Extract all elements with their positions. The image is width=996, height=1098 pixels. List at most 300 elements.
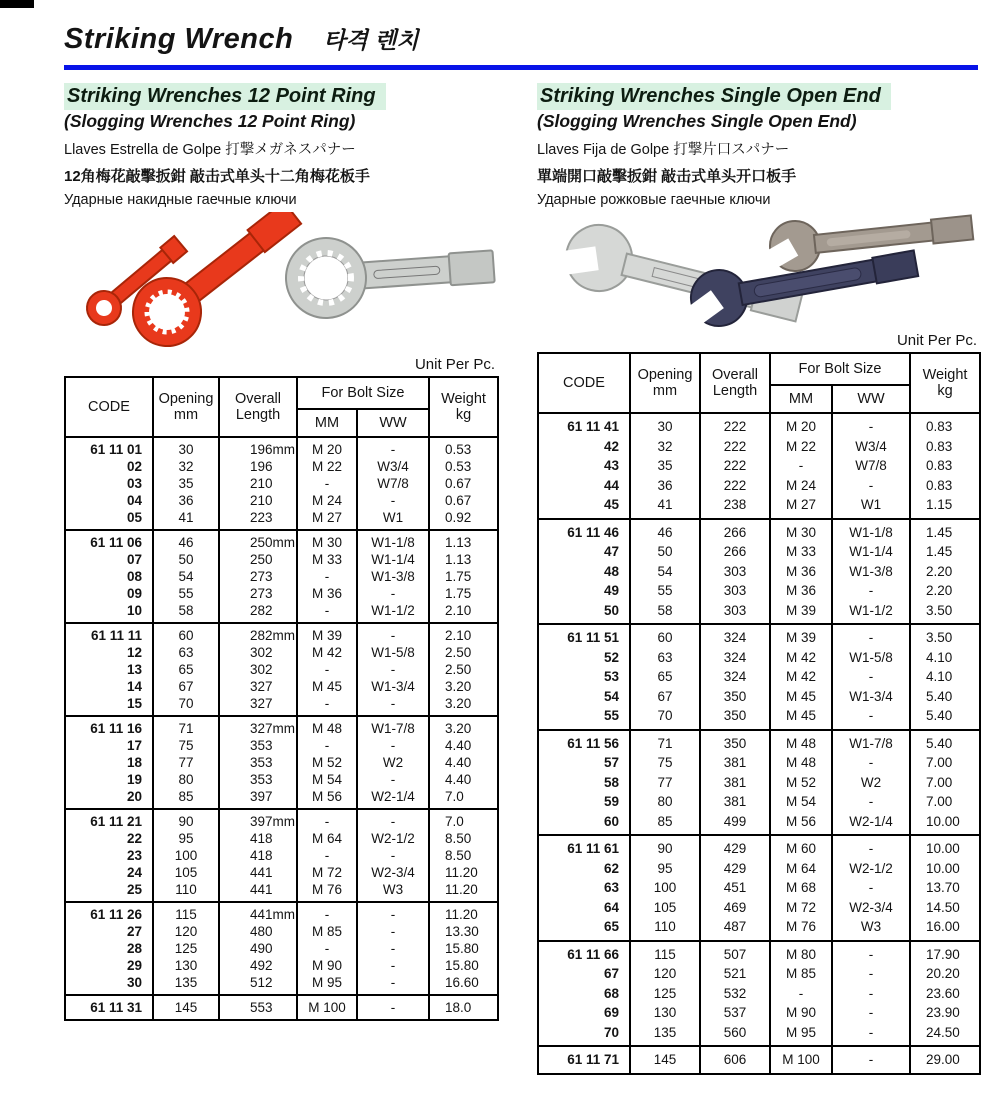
- cell-code: 61 11 41: [538, 413, 630, 437]
- cell-code: 09: [65, 585, 153, 602]
- cell-mm: M 54: [770, 792, 832, 812]
- cell-opening: 105: [153, 864, 219, 881]
- cell-ww: -: [832, 792, 910, 812]
- cell-code: 30: [65, 974, 153, 995]
- cell-ww: -: [832, 581, 910, 601]
- table-row: [65, 530, 498, 551]
- cell-ww: W1-7/8: [357, 716, 429, 737]
- col-header-mm: MM: [297, 409, 357, 437]
- cell-weight: 1.45: [910, 542, 980, 562]
- cell-mm: M 85: [770, 964, 832, 984]
- table-row: [65, 716, 498, 737]
- cell-opening: 36: [153, 492, 219, 509]
- cell-length: 469: [700, 898, 770, 918]
- table-group: [538, 835, 980, 941]
- cell-ww: -: [832, 835, 910, 859]
- cell-mm: M 45: [297, 678, 357, 695]
- cell-ww: W7/8: [832, 456, 910, 476]
- cell-length: 196: [219, 458, 297, 475]
- cell-weight: 14.50: [910, 898, 980, 918]
- cell-length: 273: [219, 585, 297, 602]
- cell-mm: M 42: [770, 667, 832, 687]
- cell-length: 353: [219, 754, 297, 771]
- cell-code: 17: [65, 737, 153, 754]
- cell-code: 61 11 21: [65, 809, 153, 830]
- lang-line-spanish-japanese: Llaves Estrella de Golpe 打撃メガネスパナー: [64, 142, 356, 158]
- table-row: [538, 542, 980, 562]
- table-group: [538, 413, 980, 519]
- table-group: [538, 1046, 980, 1074]
- cell-weight: 5.40: [910, 706, 980, 730]
- cell-mm: M 22: [297, 458, 357, 475]
- section-subheading: (Slogging Wrenches 12 Point Ring): [64, 111, 356, 131]
- cell-mm: -: [297, 475, 357, 492]
- cell-length: 487: [700, 917, 770, 941]
- cell-mm: M 24: [297, 492, 357, 509]
- cell-ww: -: [357, 809, 429, 830]
- cell-ww: -: [357, 771, 429, 788]
- table-row: [538, 917, 980, 941]
- table-row: [65, 902, 498, 923]
- table-row: [538, 730, 980, 754]
- cell-ww: W1-5/8: [357, 644, 429, 661]
- cell-code: 70: [538, 1023, 630, 1047]
- cell-mm: M 95: [770, 1023, 832, 1047]
- col-header-ww: WW: [832, 385, 910, 413]
- cell-mm: M 60: [770, 835, 832, 859]
- table-row: [65, 754, 498, 771]
- table-row: [65, 695, 498, 716]
- cell-ww: -: [832, 413, 910, 437]
- cell-weight: 5.40: [910, 730, 980, 754]
- table-row: [538, 898, 980, 918]
- cell-opening: 75: [153, 737, 219, 754]
- cell-length: 303: [700, 601, 770, 625]
- cell-length: 327mm: [219, 716, 297, 737]
- cell-weight: 2.10: [429, 623, 498, 644]
- cell-opening: 63: [153, 644, 219, 661]
- lang-line-chinese: 12角梅花敲擊扳鉗 敲击式单头十二角梅花板手: [64, 168, 370, 185]
- cell-code: 45: [538, 495, 630, 519]
- cell-length: 480: [219, 923, 297, 940]
- cell-ww: -: [832, 878, 910, 898]
- cell-opening: 63: [630, 648, 700, 668]
- page-header: [64, 22, 980, 56]
- cell-ww: W2: [832, 773, 910, 793]
- cell-mm: M 64: [770, 859, 832, 879]
- col-header-bolt-size: For Bolt Size: [770, 353, 910, 385]
- cell-code: 65: [538, 917, 630, 941]
- table-group: [538, 941, 980, 1047]
- cell-code: 50: [538, 601, 630, 625]
- section-single-open-end: [537, 83, 981, 1075]
- col-header-weight: Weight kg: [910, 353, 980, 413]
- cell-length: 353: [219, 737, 297, 754]
- cell-mm: M 56: [770, 812, 832, 836]
- table-row: [65, 458, 498, 475]
- cell-opening: 55: [153, 585, 219, 602]
- cell-ww: -: [357, 995, 429, 1020]
- cell-weight: 2.20: [910, 562, 980, 582]
- table-row: [538, 964, 980, 984]
- cell-code: 44: [538, 476, 630, 496]
- table-row: [65, 568, 498, 585]
- cell-code: 25: [65, 881, 153, 902]
- cell-mm: M 36: [770, 562, 832, 582]
- cell-code: 20: [65, 788, 153, 809]
- cell-length: 303: [700, 562, 770, 582]
- cell-code: 69: [538, 1003, 630, 1023]
- cell-weight: 1.45: [910, 519, 980, 543]
- cell-ww: -: [357, 437, 429, 458]
- cell-weight: 15.80: [429, 957, 498, 974]
- cell-ww: -: [357, 923, 429, 940]
- cell-mm: M 54: [297, 771, 357, 788]
- cell-opening: 75: [630, 753, 700, 773]
- cell-weight: 1.13: [429, 551, 498, 568]
- cell-weight: 3.50: [910, 624, 980, 648]
- cell-code: 61 11 51: [538, 624, 630, 648]
- cell-length: 441mm: [219, 902, 297, 923]
- cell-length: 324: [700, 667, 770, 687]
- table-row: [538, 519, 980, 543]
- cell-mm: -: [297, 602, 357, 623]
- cell-length: 250: [219, 551, 297, 568]
- cell-length: 490: [219, 940, 297, 957]
- cell-mm: M 33: [297, 551, 357, 568]
- table-12-point-ring: [64, 376, 499, 1021]
- cell-weight: 1.75: [429, 568, 498, 585]
- cell-mm: M 24: [770, 476, 832, 496]
- cell-ww: W1: [357, 509, 429, 530]
- cell-ww: W1-1/4: [357, 551, 429, 568]
- cell-mm: M 56: [297, 788, 357, 809]
- cell-weight: 13.30: [429, 923, 498, 940]
- table-row: [65, 437, 498, 458]
- table-group: [65, 623, 498, 716]
- cell-weight: 0.83: [910, 413, 980, 437]
- header-rule: [64, 65, 978, 70]
- cell-weight: 3.20: [429, 678, 498, 695]
- cell-mm: M 48: [770, 730, 832, 754]
- cell-opening: 67: [153, 678, 219, 695]
- cell-weight: 3.50: [910, 601, 980, 625]
- cell-ww: W2-1/2: [357, 830, 429, 847]
- cell-length: 381: [700, 753, 770, 773]
- cell-opening: 35: [153, 475, 219, 492]
- cell-weight: 1.75: [429, 585, 498, 602]
- cell-mm: M 30: [770, 519, 832, 543]
- table-row: [65, 644, 498, 661]
- cell-code: 48: [538, 562, 630, 582]
- cell-code: 52: [538, 648, 630, 668]
- table-row: [538, 437, 980, 457]
- cell-ww: W2-1/4: [832, 812, 910, 836]
- table-row: [65, 864, 498, 881]
- cell-length: 381: [700, 773, 770, 793]
- cell-opening: 41: [630, 495, 700, 519]
- cell-code: 67: [538, 964, 630, 984]
- cell-length: 532: [700, 984, 770, 1004]
- cell-length: 250mm: [219, 530, 297, 551]
- cell-opening: 100: [153, 847, 219, 864]
- cell-weight: 4.40: [429, 771, 498, 788]
- cell-code: 24: [65, 864, 153, 881]
- cell-opening: 58: [153, 602, 219, 623]
- cell-code: 55: [538, 706, 630, 730]
- cell-weight: 0.67: [429, 492, 498, 509]
- cell-code: 58: [538, 773, 630, 793]
- cell-code: 61 11 61: [538, 835, 630, 859]
- cell-length: 302: [219, 661, 297, 678]
- cell-ww: -: [832, 941, 910, 965]
- table-row: [538, 835, 980, 859]
- cell-weight: 7.00: [910, 773, 980, 793]
- cell-mm: M 48: [770, 753, 832, 773]
- table-row: [65, 847, 498, 864]
- cell-ww: W2-3/4: [832, 898, 910, 918]
- cell-mm: M 95: [297, 974, 357, 995]
- cell-weight: 1.13: [429, 530, 498, 551]
- cell-code: 03: [65, 475, 153, 492]
- unit-per-pc-label: Unit Per Pc.: [896, 332, 977, 349]
- cell-opening: 110: [153, 881, 219, 902]
- cell-length: 238: [700, 495, 770, 519]
- cell-mm: M 39: [770, 601, 832, 625]
- cell-length: 350: [700, 706, 770, 730]
- cell-length: 451: [700, 878, 770, 898]
- cell-weight: 29.00: [910, 1046, 980, 1074]
- cell-ww: W1-1/8: [357, 530, 429, 551]
- cell-length: 266: [700, 542, 770, 562]
- unit-per-pc-label: Unit Per Pc.: [414, 356, 495, 373]
- table-row: [65, 602, 498, 623]
- table-row: [65, 678, 498, 695]
- cell-weight: 15.80: [429, 940, 498, 957]
- table-row: [538, 601, 980, 625]
- cell-code: 61 11 66: [538, 941, 630, 965]
- lang-line-russian: Ударные накидные гаечные ключи: [64, 192, 297, 208]
- cell-code: 28: [65, 940, 153, 957]
- table-group: [65, 995, 498, 1020]
- cell-length: 324: [700, 648, 770, 668]
- ring-wrenches-illustration: [64, 212, 499, 354]
- cell-opening: 60: [153, 623, 219, 644]
- cell-weight: 0.92: [429, 509, 498, 530]
- table-row: [538, 941, 980, 965]
- cell-opening: 35: [630, 456, 700, 476]
- cell-code: 63: [538, 878, 630, 898]
- table-row: [538, 413, 980, 437]
- cell-opening: 71: [630, 730, 700, 754]
- table-row: [538, 753, 980, 773]
- cell-code: 61 11 26: [65, 902, 153, 923]
- cell-opening: 130: [630, 1003, 700, 1023]
- cell-mm: M 68: [770, 878, 832, 898]
- cell-mm: M 20: [297, 437, 357, 458]
- table-group: [538, 624, 980, 730]
- cell-ww: -: [832, 1023, 910, 1047]
- cell-weight: 10.00: [910, 859, 980, 879]
- table-row: [538, 687, 980, 707]
- cell-ww: -: [832, 1003, 910, 1023]
- cell-code: 60: [538, 812, 630, 836]
- cell-code: 61 11 16: [65, 716, 153, 737]
- cell-code: 43: [538, 456, 630, 476]
- cell-ww: -: [357, 623, 429, 644]
- cell-opening: 30: [153, 437, 219, 458]
- cell-code: 54: [538, 687, 630, 707]
- cell-opening: 95: [153, 830, 219, 847]
- cell-length: 521: [700, 964, 770, 984]
- cell-ww: W2: [357, 754, 429, 771]
- cell-opening: 110: [630, 917, 700, 941]
- cell-weight: 4.40: [429, 754, 498, 771]
- cell-code: 61 11 56: [538, 730, 630, 754]
- cell-ww: W3/4: [357, 458, 429, 475]
- cell-length: 302: [219, 644, 297, 661]
- cell-ww: -: [357, 902, 429, 923]
- cell-length: 282mm: [219, 623, 297, 644]
- cell-length: 553: [219, 995, 297, 1020]
- table-row: [538, 773, 980, 793]
- open-end-wrenches-illustration: [537, 212, 981, 330]
- cell-mm: M 36: [770, 581, 832, 601]
- cell-code: 22: [65, 830, 153, 847]
- col-header-overall-length: Overall Length: [700, 353, 770, 413]
- cell-code: 61 11 01: [65, 437, 153, 458]
- cell-ww: -: [832, 964, 910, 984]
- cell-ww: W2-3/4: [357, 864, 429, 881]
- table-row: [538, 667, 980, 687]
- cell-mm: -: [770, 984, 832, 1004]
- page-title-korean: 타격 렌치: [323, 27, 419, 53]
- table-row: [538, 1046, 980, 1074]
- cell-length: 499: [700, 812, 770, 836]
- table-row: [538, 581, 980, 601]
- cell-length: 507: [700, 941, 770, 965]
- cell-ww: W2-1/2: [832, 859, 910, 879]
- cell-length: 327: [219, 678, 297, 695]
- table-row: [65, 788, 498, 809]
- table-row: [538, 648, 980, 668]
- cell-weight: 11.20: [429, 902, 498, 923]
- cell-mm: M 76: [297, 881, 357, 902]
- cell-opening: 145: [630, 1046, 700, 1074]
- cell-length: 222: [700, 476, 770, 496]
- cell-weight: 7.0: [429, 809, 498, 830]
- cell-length: 222: [700, 437, 770, 457]
- cell-opening: 120: [153, 923, 219, 940]
- cell-length: 397mm: [219, 809, 297, 830]
- cell-length: 273: [219, 568, 297, 585]
- cell-length: 210: [219, 475, 297, 492]
- cell-weight: 4.10: [910, 667, 980, 687]
- cell-weight: 16.00: [910, 917, 980, 941]
- table-group: [65, 809, 498, 902]
- table-row: [65, 881, 498, 902]
- cell-ww: W1-3/8: [832, 562, 910, 582]
- cell-length: 418: [219, 847, 297, 864]
- cell-length: 441: [219, 864, 297, 881]
- cell-mm: M 39: [770, 624, 832, 648]
- cell-code: 18: [65, 754, 153, 771]
- table-row: [538, 476, 980, 496]
- cell-weight: 4.10: [910, 648, 980, 668]
- cell-opening: 65: [153, 661, 219, 678]
- cell-length: 397: [219, 788, 297, 809]
- table-group: [65, 716, 498, 809]
- table-row: [65, 509, 498, 530]
- cell-ww: W1: [832, 495, 910, 519]
- cell-ww: -: [832, 1046, 910, 1074]
- cell-length: 266: [700, 519, 770, 543]
- cell-code: 04: [65, 492, 153, 509]
- table-single-open-end: [537, 352, 981, 1075]
- cell-weight: 0.83: [910, 437, 980, 457]
- cell-length: 223: [219, 509, 297, 530]
- cell-length: 606: [700, 1046, 770, 1074]
- cell-ww: -: [832, 476, 910, 496]
- table-row: [65, 974, 498, 995]
- cell-opening: 46: [153, 530, 219, 551]
- cell-weight: 2.20: [910, 581, 980, 601]
- cell-code: 05: [65, 509, 153, 530]
- cell-opening: 105: [630, 898, 700, 918]
- table-row: [538, 495, 980, 519]
- cell-opening: 125: [630, 984, 700, 1004]
- cell-weight: 3.20: [429, 716, 498, 737]
- table-row: [65, 995, 498, 1020]
- cell-ww: -: [357, 492, 429, 509]
- cell-code: 68: [538, 984, 630, 1004]
- cell-opening: 77: [630, 773, 700, 793]
- table-row: [538, 859, 980, 879]
- page-title: Striking Wrench: [64, 23, 294, 55]
- table-row: [65, 661, 498, 678]
- table-row: [65, 923, 498, 940]
- table-row: [538, 624, 980, 648]
- cell-code: 61 11 46: [538, 519, 630, 543]
- cell-mm: M 36: [297, 585, 357, 602]
- col-header-opening: Opening mm: [153, 377, 219, 437]
- cell-opening: 120: [630, 964, 700, 984]
- section-12-point-ring: [64, 83, 499, 1075]
- cell-mm: M 80: [770, 941, 832, 965]
- cell-weight: 2.10: [429, 602, 498, 623]
- table-row: [65, 623, 498, 644]
- cell-code: 61 11 31: [65, 995, 153, 1020]
- cell-code: 61 11 71: [538, 1046, 630, 1074]
- cell-weight: 0.83: [910, 476, 980, 496]
- cell-code: 42: [538, 437, 630, 457]
- cell-length: 350: [700, 687, 770, 707]
- cell-weight: 4.40: [429, 737, 498, 754]
- cell-opening: 30: [630, 413, 700, 437]
- table-row: [538, 792, 980, 812]
- table-row: [65, 475, 498, 492]
- cell-ww: -: [357, 585, 429, 602]
- cell-length: 327: [219, 695, 297, 716]
- cell-ww: W1-3/8: [357, 568, 429, 585]
- cell-code: 47: [538, 542, 630, 562]
- table-header: [538, 353, 980, 413]
- cell-code: 07: [65, 551, 153, 568]
- cell-code: 62: [538, 859, 630, 879]
- cell-ww: -: [357, 695, 429, 716]
- cell-opening: 46: [630, 519, 700, 543]
- cell-weight: 8.50: [429, 847, 498, 864]
